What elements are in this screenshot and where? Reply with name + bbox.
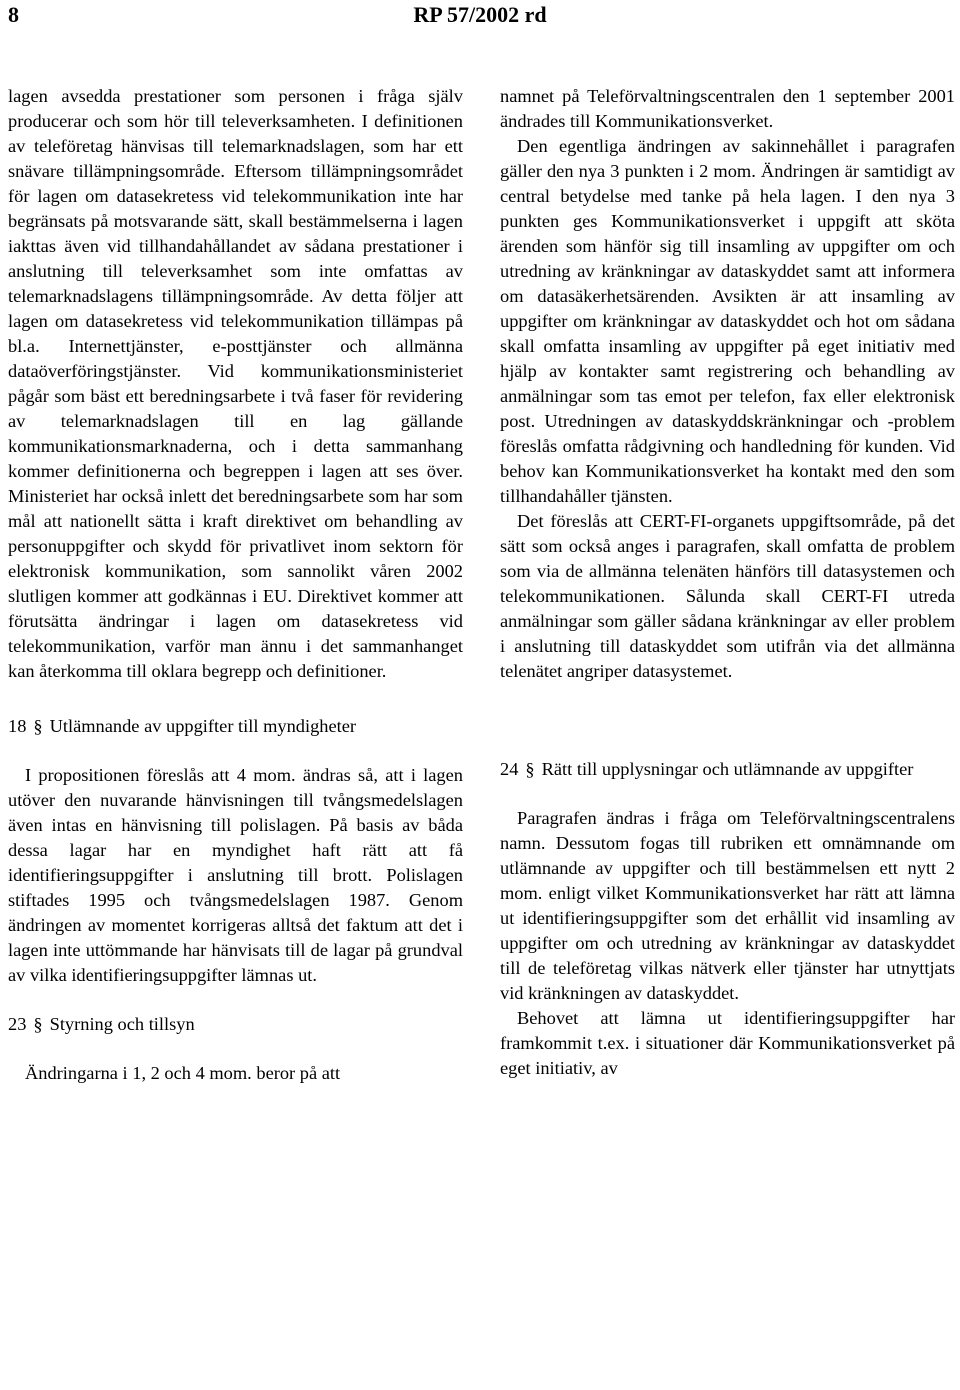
paragraph: Ändringarna i 1, 2 och 4 mom. beror på att: [25, 1063, 341, 1083]
paragraph: Paragrafen ändras i fråga om Teleförvaltningscentralens namn. Dessutom fogas till rubriken ett omnämnande om utlämnande av uppgifter och till bestämmelsen ett nytt 2 mom. enligt vilket Kommunikationsverket har rätt att lämna ut identifieringsuppgifter som det erhållit vid insamling av uppgifter om och utredning av kränkningar av dataskyddet till de teleföretag vilkas nätverk eller tjänster har utnyttjats vid kränkningen av dataskyddet.: [500, 808, 955, 1003]
section-18-heading: [8, 714, 463, 739]
left-column: [8, 84, 463, 1086]
paragraph: Den egentliga ändringen av sakinnehållet i paragrafen gäller den nya 3 punkten i 2 mom. Ändringen är samtidigt av central betydelse med tanke på hela lagen. I den nya 3 punkten ges Kommunikationsverket i uppgift att sköta ärenden som hänför sig till insamling av uppgifter om och utredning av kränkningar av dataskyddet samt att informera om datasäkerhetsärenden. Avsikten är att insamling av uppgifter om kränkningar av dataskyddet och hot om sådana skall omfatta insamling av uppgifter på eget initiativ med hjälp av kontakter samt registrering och behandling av anmälningar som tas emot per telefon, fax eller elektronisk post. Utredningen av dataskyddskränkningar och -problem föreslås omfatta rådgivning och handledning för kunden. Vid behov kan Kommunikationsverket ha kontakt med den som tillhandahåller tjänsten.: [500, 136, 955, 506]
page-number: 8: [8, 2, 19, 27]
section-sign: §: [525, 759, 535, 779]
section-title: Styrning och tillsyn: [49, 1014, 195, 1034]
right-column: [500, 84, 955, 1081]
section-number: 23: [8, 1014, 27, 1034]
paragraph: Behovet att lämna ut identifieringsuppgifter har framkommit t.ex. i situationer där Kommunikationsverket på eget initiativ, av: [500, 1008, 955, 1078]
paragraph: lagen avsedda prestationer som personen i fråga själv producerar och som hör till televerksamheten. I definitionen av teleföretag hänvisas till telemarknadslagen, som har ett snävare tillämpningsområde. Eftersom tillämpningsområdet för lagen om datasekretess vid telekommunikation inte har begränsats på motsvarande sätt, skall bestämmelserna i lagen iakttas även vid tillhandahållandet av sådana prestationer i anslutning till televerksamhet som inte omfattas av telemarknadslagens tillämpningsområde. Av detta följer att lagen om datasekretess vid telekommunikation tillämpas på bl.a. Internettjänster, e-posttjänster och allmänna dataöverföringstjänster. Vid kommunikationsministeriet pågår som bäst ett beredningsarbete i två faser för revidering av telemarknadslagen till en lag gällande kommunikationsmarknaderna, och i detta sammanhang kommer definitionerna och begreppen i lagen att ses över. Ministeriet har också inlett det beredningsarbete som har som mål att nationellt sätta i kraft direktivet om behandling av personuppgifter och skydd för privatlivet inom sektorn för elektronisk kommunikation, som sannolikt våren 2002 slutligen kommer att godkännas i EU. Direktivet kommer att förutsätta ändringar i lagen om datasekretess vid telekommunikation, varför man ännu i det sammanhanget kan återkomma till oklara begrepp och definitioner.: [8, 86, 463, 681]
section-title: Utlämnande av uppgifter till myndigheter: [49, 716, 357, 736]
paragraph: I propositionen föreslås att 4 mom. ändras så, att i lagen utöver den nuvarande hänvisningen till tvångsmedelslagen även intas en hänvisning till polislagen. På basis av båda dessa lagar har en myndighet haft rätt att få identifieringsuppgifter i anslutning till brott. Polislagen stiftades 1995 och tvångsmedelslagen 1987. Genom ändringen av momentet korrigeras alltså det faktum att det i lagen inte uttömmande har hänvisats till de lagar på grundval av vilka identifieringsuppgifter lämnas ut.: [8, 765, 463, 985]
section-23-heading: [8, 1012, 463, 1037]
section-number: 18: [8, 716, 27, 736]
section-sign: §: [33, 716, 43, 736]
section-number: 24: [500, 759, 519, 779]
section-24-heading: [500, 757, 955, 782]
section-sign: §: [33, 1014, 43, 1034]
paragraph: Det föreslås att CERT-FI-organets uppgiftsområde, på det sätt som också anges i paragrafen, skall omfatta de problem som via de allmänna telenäten hänförs till datasystemen och telekommunikationen. Sålunda skall CERT-FI utreda anmälningar som gäller sådana kränkningar av eller problem i anslutning till dataskyddet som utifrån via det allmänna telenätet angriper datasystemet.: [500, 511, 955, 681]
paragraph: namnet på Teleförvaltningscentralen den 1 september 2001 ändrades till Kommunikationsverket.: [500, 86, 955, 131]
document-id: RP 57/2002 rd: [413, 2, 547, 27]
section-title: Rätt till upplysningar och utlämnande av uppgifter: [541, 759, 914, 779]
